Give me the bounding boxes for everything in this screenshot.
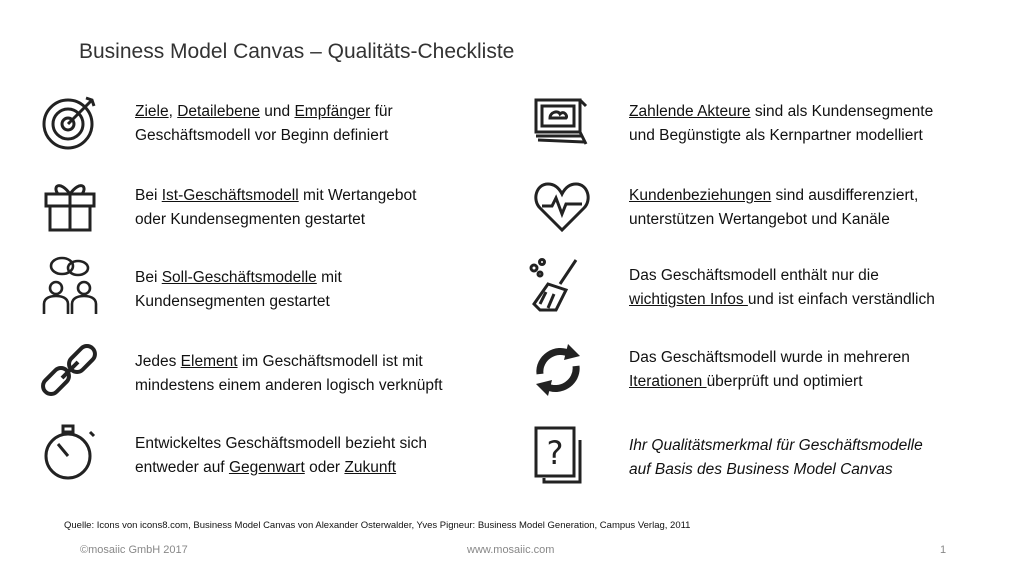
broom-icon bbox=[526, 256, 586, 316]
gift-icon bbox=[40, 174, 100, 234]
underlined-term: Kundenbeziehungen bbox=[629, 187, 772, 204]
item-text: Bei bbox=[135, 269, 162, 286]
page-number: 1 bbox=[940, 544, 947, 556]
source-note: Quelle: Icons von icons8.com, Business Model Canvas von Alexander Osterwalder, Yves Pigneur: Business Model Generation, Campus Verlag, 2011 bbox=[64, 520, 691, 531]
checklist-item-time bbox=[135, 432, 535, 480]
slide-title: Business Model Canvas – Qualitäts-Checkliste bbox=[79, 40, 515, 63]
item-text: Geschäftsmodell vor Beginn definiert bbox=[135, 127, 389, 144]
checklist-item-paying-actors bbox=[629, 100, 1024, 148]
link-icon bbox=[40, 340, 100, 400]
underlined-term: Gegenwart bbox=[228, 459, 305, 476]
target-icon bbox=[40, 92, 100, 152]
item-text: und ist einfach verständlich bbox=[747, 291, 935, 308]
refresh-icon bbox=[528, 340, 588, 400]
underlined-term: wichtigsten Infos bbox=[629, 291, 748, 308]
item-text: sind als Kundensegmente bbox=[750, 103, 934, 120]
underlined-term: Ist-Geschäftsmodell bbox=[161, 187, 299, 204]
checklist-item-soll-model bbox=[135, 266, 535, 314]
item-text: auf Basis des Business Model Canvas bbox=[629, 461, 893, 478]
checklist-item-iterations bbox=[629, 346, 1024, 394]
heart-pulse-icon bbox=[532, 176, 592, 236]
item-text: unterstützen Wertangebot und Kanäle bbox=[629, 211, 890, 228]
item-text: Entwickeltes Geschäftsmodell bezieht sich bbox=[135, 435, 428, 452]
underlined-term: Element bbox=[180, 353, 238, 370]
item-text: und Begünstigte als Kernpartner modelliert bbox=[629, 127, 923, 144]
money-icon bbox=[530, 94, 590, 154]
underlined-term: Empfänger bbox=[294, 103, 371, 120]
item-text: , bbox=[168, 103, 178, 120]
item-text: Ihr Qualitätsmerkmal für Geschäftsmodelle bbox=[629, 437, 923, 454]
footer-url: www.mosaiic.com bbox=[467, 544, 555, 556]
item-text: sind ausdifferenziert, bbox=[771, 187, 919, 204]
underlined-term: Ziele bbox=[135, 103, 169, 120]
item-text: mindestens einem anderen logisch verknüpft bbox=[135, 377, 443, 394]
underlined-term: Zukunft bbox=[344, 459, 397, 476]
item-text: für bbox=[370, 103, 393, 120]
footer-copyright: ©mosaiic GmbH 2017 bbox=[80, 544, 188, 556]
item-text: und bbox=[259, 103, 295, 120]
svg-text:?: ? bbox=[546, 434, 564, 472]
item-text: Das Geschäftsmodell wurde in mehreren bbox=[629, 349, 910, 366]
item-text: oder Kundensegmenten gestartet bbox=[135, 211, 366, 228]
item-text: Das Geschäftsmodell enthält nur die bbox=[629, 267, 879, 284]
item-text: überprüft und optimiert bbox=[706, 373, 863, 390]
people-talking-icon bbox=[40, 256, 100, 316]
item-text: mit Wertangebot bbox=[298, 187, 417, 204]
item-text: mit bbox=[316, 269, 342, 286]
item-text: Jedes bbox=[135, 353, 181, 370]
checklist-item-simplicity bbox=[629, 264, 1024, 312]
underlined-term: Zahlende Akteure bbox=[629, 103, 751, 120]
underlined-term: Soll-Geschäftsmodelle bbox=[161, 269, 317, 286]
checklist-item-ist-model bbox=[135, 184, 535, 232]
underlined-term: Detailebene bbox=[177, 103, 260, 120]
item-text: Kundensegmenten gestartet bbox=[135, 293, 330, 310]
item-text: Bei bbox=[135, 187, 162, 204]
underlined-term: Iterationen bbox=[629, 373, 707, 390]
question-cards-icon bbox=[530, 424, 590, 484]
checklist-item-goals bbox=[135, 100, 535, 148]
item-text: oder bbox=[304, 459, 345, 476]
stopwatch-icon bbox=[40, 422, 100, 482]
item-text: entweder auf bbox=[135, 459, 229, 476]
checklist-item-quality bbox=[629, 434, 1024, 482]
checklist-item-elements bbox=[135, 350, 535, 398]
checklist-item-relationships bbox=[629, 184, 1024, 232]
item-text: im Geschäftsmodell ist mit bbox=[237, 353, 423, 370]
